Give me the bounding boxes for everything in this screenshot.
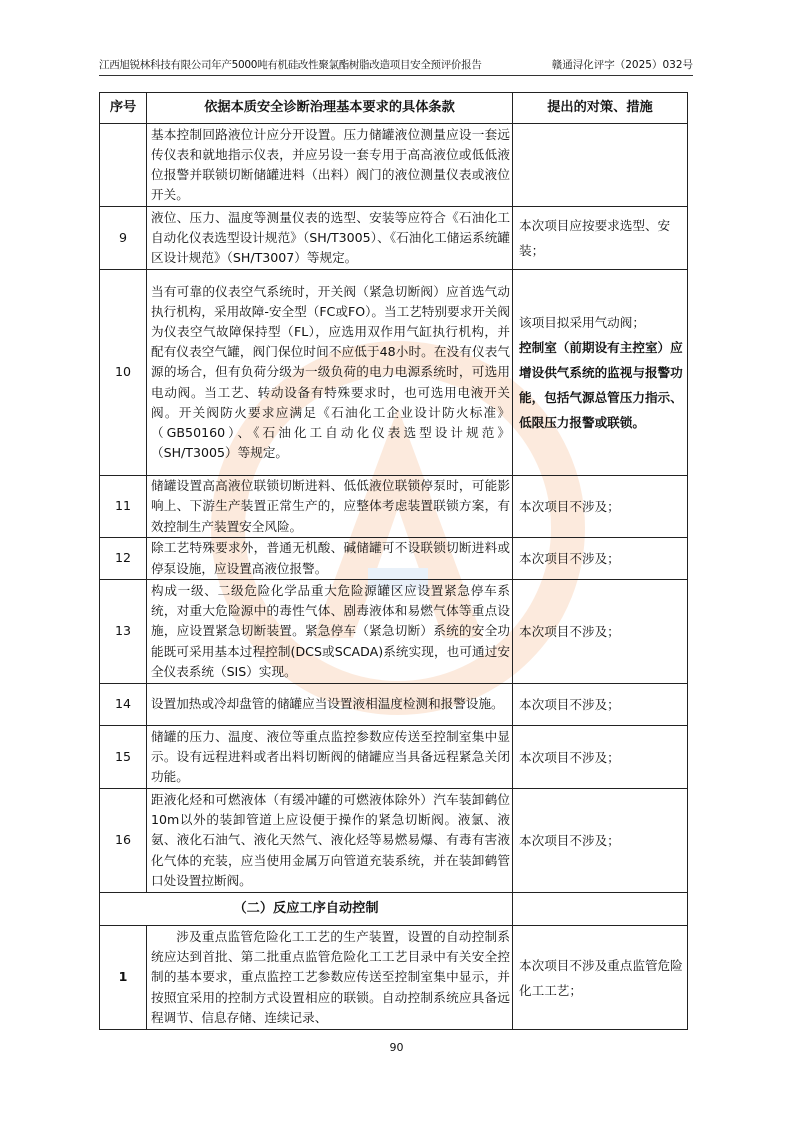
table-header-row [100,93,688,124]
row-requirement: 储罐的压力、温度、液位等重点监控参数应传送至控制室集中显示。设有远程进料或者出料切断阀的储罐应当具备远程紧急关闭功能。 [147,726,513,789]
row-number: 14 [100,684,147,726]
column-header-no: 序号 [100,93,147,124]
measure-text: 本次项目不涉及； [519,833,620,848]
row-requirement: 当有可靠的仪表空气系统时，开关阀（紧急切断阀）应首选气动执行机构，采用故障-安全型（FC或FO）。当工艺特别要求开关阀为仪表空气故障保持型（FL），应选用双作用气缸执行机构，并配有仪表空气罐，阀门保位时间不应低于48小时。在没有仪表气源的场合，但有负荷分级为一级负荷的电力电源系统时，可选用电动阀。当工艺、转动设备有特殊要求时，也可选用电液开关阀。开关阀防火要求应满足《石油化工企业设计防火标准》（GB50160）、《石油化工自动化仪表选型设计规范》（SH/T3005）等规定。 [147,270,513,476]
table-row [100,789,688,893]
section-empty-cell [513,893,688,926]
row-measure [513,580,688,684]
table-row [100,124,688,207]
requirements-table [99,92,688,1030]
measure-text: 本次项目不涉及； [519,697,620,712]
page-header [99,55,693,76]
row-number: 15 [100,726,147,789]
row-requirement: 设置加热或冷却盘管的储罐应当设置液相温度检测和报警设施。 [147,684,513,726]
row-measure [513,684,688,726]
row-measure [513,789,688,893]
measure-text: 本次项目不涉及； [519,749,620,765]
row-number: 1 [100,926,147,1030]
row-number: 13 [100,580,147,684]
report-title: 江西旭锐林科技有限公司年产5000吨有机硅改性聚氯酯树脂改造项目安全预评价报告 [99,58,482,71]
row-requirement: 除工艺特殊要求外，普通无机酸、碱储罐可不设联锁切断进料或停泵设施，应设置高液位报警。 [147,538,513,580]
measure-text-emphasis: 控制室（前期设有主控室）应增设供气系统的监视与报警功能，包括气源总管压力指示、低限压力报警或联锁。 [519,340,683,430]
table-row [100,580,688,684]
table-row [100,538,688,580]
table-row [100,207,688,270]
measure-text: 本次项目不涉及； [519,624,620,639]
row-requirement: 储罐设置高高液位联锁切断进料、低低液位联锁停泵时，可能影响上、下游生产装置正常生产的，应整体考虑装置联锁方案，有效控制生产装置安全风险。 [147,476,513,538]
document-number: 赣通浔化评字（2025）032号 [551,58,693,71]
row-requirement: 涉及重点监管危险化工工艺的生产装置，设置的自动控制系统应达到首批、第二批重点监管危险化工工艺目录中有关安全控制的基本要求，重点监控工艺参数应传送至控制室集中显示，并按照宜采用的控制方式设置相应的联锁。自动控制系统应具备远程调节、信息存储、连续记录、 [147,926,513,1030]
row-number: 16 [100,789,147,893]
row-requirement: 基本控制回路液位计应分开设置。压力储罐液位测量应设一套远传仪表和就地指示仪表，并应另设一套专用于高高液位或低低液位报警并联锁切断储罐进料（出料）阀门的液位测量仪表或液位开关。 [147,124,513,207]
row-measure [513,207,688,270]
row-requirement: 距液化烃和可燃液体（有缓冲罐的可燃液体除外）汽车装卸鹤位10m以外的装卸管道上应设便于操作的紧急切断阀。液氯、液氨、液化石油气、液化天然气、液化烃等易燃易爆、有毒有害液化气体的充装，应当使用金属万向管道充装系统，并在装卸鹤管口处设置拉断阀。 [147,789,513,893]
page-number: 90 [389,1041,404,1054]
row-measure [513,270,688,476]
section-title: （二）反应工序自动控制 [100,893,513,926]
row-number [100,124,147,207]
table-row [100,476,688,538]
table-row [100,684,688,726]
table-row [100,926,688,1030]
measure-text: 本次项目应按要求选型、安装； [519,218,671,258]
section-row [100,893,688,926]
row-number: 9 [100,207,147,270]
row-measure [513,926,688,1030]
row-requirement: 构成一级、二级危险化学品重大危险源罐区应设置紧急停车系统，对重大危险源中的毒性气体、剧毒液体和易燃气体等重点设施，应设置紧急切断装置。紧急停车（紧急切断）系统的安全功能既可采用基本过程控制(DCS或SCADA)系统实现，也可通过安全仪表系统（SIS）实现。 [147,580,513,684]
row-measure [513,726,688,789]
column-header-measure: 提出的对策、措施 [513,93,688,124]
table-row [100,726,688,789]
table-row [100,270,688,476]
measure-text: 本次项目不涉及重点监管危险化工工艺； [519,957,683,998]
measure-text: 本次项目不涉及； [519,551,620,566]
row-number: 11 [100,476,147,538]
row-measure [513,538,688,580]
measure-text: 该项目拟采用气动阀； [519,315,645,330]
row-number: 12 [100,538,147,580]
row-requirement: 液位、压力、温度等测量仪表的选型、安装等应符合《石油化工自动化仪表选型设计规范》（SH/T3005）、《石油化工储运系统罐区设计规范》（SH/T3007）等规定。 [147,207,513,270]
row-measure [513,476,688,538]
measure-text: 本次项目不涉及； [519,499,620,514]
column-header-requirement: 依据本质安全诊断治理基本要求的具体条款 [147,93,513,124]
row-number: 10 [100,270,147,476]
row-measure [513,124,688,207]
